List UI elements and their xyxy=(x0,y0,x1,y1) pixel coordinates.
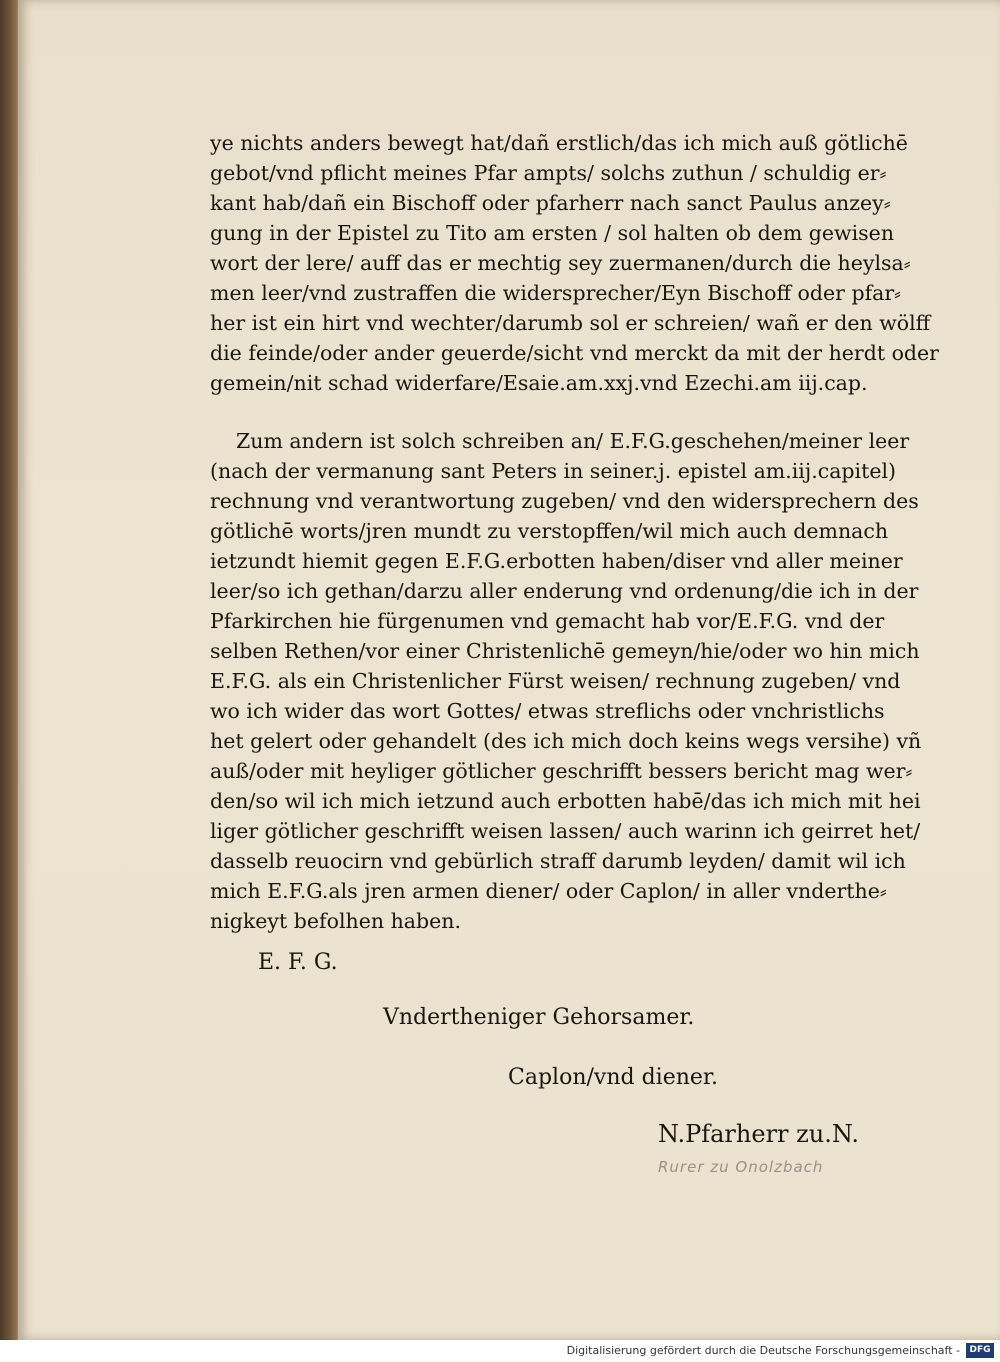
text-line: mich E.F.G.als jren armen diener/ oder Caplon/ in aller vnderthe⸗ xyxy=(210,879,887,903)
signature-line-2: Caplon/vnd diener. xyxy=(508,1065,718,1090)
dfg-logo: DFG xyxy=(966,1343,994,1358)
text-line: her ist ein hirt vnd wechter/darumb sol er schreien/ wañ er den wölff xyxy=(210,311,931,335)
handwritten-annotation: Rurer zu Onolzbach xyxy=(658,1158,824,1176)
text-line: ietzundt hiemit gegen E.F.G.erbotten haben/diser vnd aller meiner xyxy=(210,549,903,573)
text-line: den/so wil ich mich ietzund auch erbotten habē/das ich mich mit hei xyxy=(210,789,921,813)
text-line: nigkeyt befolhen haben. xyxy=(210,909,461,933)
text-line: ye nichts anders bewegt hat/dañ erstlich/das ich mich auß götlichē xyxy=(210,131,908,155)
paragraph-2 xyxy=(210,426,940,936)
text-line: die feinde/oder ander geuerde/sicht vnd merckt da mit der herdt oder xyxy=(210,341,939,365)
text-line: (nach der vermanung sant Peters in seiner.j. epistel am.iij.capitel) xyxy=(210,459,897,483)
footer-bar xyxy=(0,1340,1000,1362)
text-line: E.F.G. als ein Christenlicher Fürst weisen/ rechnung zugeben/ vnd xyxy=(210,669,901,693)
text-line: men leer/vnd zustraffen die widersprecher/Eyn Bischoff oder pfar⸗ xyxy=(210,281,902,305)
text-line: auß/oder mit heyliger götlicher geschrifft bessers bericht mag wer⸗ xyxy=(210,759,913,783)
text-line: wort der lere/ auff das er mechtig sey zuermanen/durch die heylsa⸗ xyxy=(210,251,911,275)
paragraph-1 xyxy=(210,128,940,398)
text-line: het gelert oder gehandelt (des ich mich doch keins wegs versihe) vñ xyxy=(210,729,922,753)
text-line: leer/so ich gethan/darzu aller enderung vnd ordenung/die ich in der xyxy=(210,579,919,603)
text-line: dasselb reuocirn vnd gebürlich straff darumb leyden/ damit wil ich xyxy=(210,849,906,873)
text-line: liger götlicher geschrifft weisen lassen/ auch warinn ich geirret het/ xyxy=(210,819,921,843)
salutation-efg: E. F. G. xyxy=(258,950,338,975)
text-line: Pfarkirchen hie fürgenumen vnd gemacht hab vor/E.F.G. vnd der xyxy=(210,609,885,633)
signature-line-3: N.Pfarherr zu.N. xyxy=(658,1120,859,1148)
signature-line-1: Vndertheniger Gehorsamer. xyxy=(383,1005,695,1030)
text-line: rechnung vnd verantwortung zugeben/ vnd den widersprechern des xyxy=(210,489,919,513)
text-line: gebot/vnd pflicht meines Pfar ampts/ solchs zuthun / schuldig er⸗ xyxy=(210,161,887,185)
text-line: gemein/nit schad widerfare/Esaie.am.xxj.vnd Ezechi.am iij.cap. xyxy=(210,371,868,395)
text-line: gung in der Epistel zu Tito am ersten / sol halten ob dem gewisen xyxy=(210,221,895,245)
text-line: selben Rethen/vor einer Christenlichē gemeyn/hie/oder wo hin mich xyxy=(210,639,920,663)
text-line: Zum andern ist solch schreiben an/ E.F.G.geschehen/meiner leer xyxy=(236,429,910,453)
document-page xyxy=(18,0,1000,1340)
text-line: kant hab/dañ ein Bischoff oder pfarherr nach sanct Paulus anzey⸗ xyxy=(210,191,891,215)
body-text xyxy=(210,128,940,936)
text-line: wo ich wider das wort Gottes/ etwas streflichs oder vnchristlichs xyxy=(210,699,885,723)
funding-credit: Digitalisierung gefördert durch die Deutsche Forschungsgemeinschaft - xyxy=(566,1344,960,1357)
text-line: götlichē worts/jren mundt zu verstopffen/wil mich auch demnach xyxy=(210,519,889,543)
